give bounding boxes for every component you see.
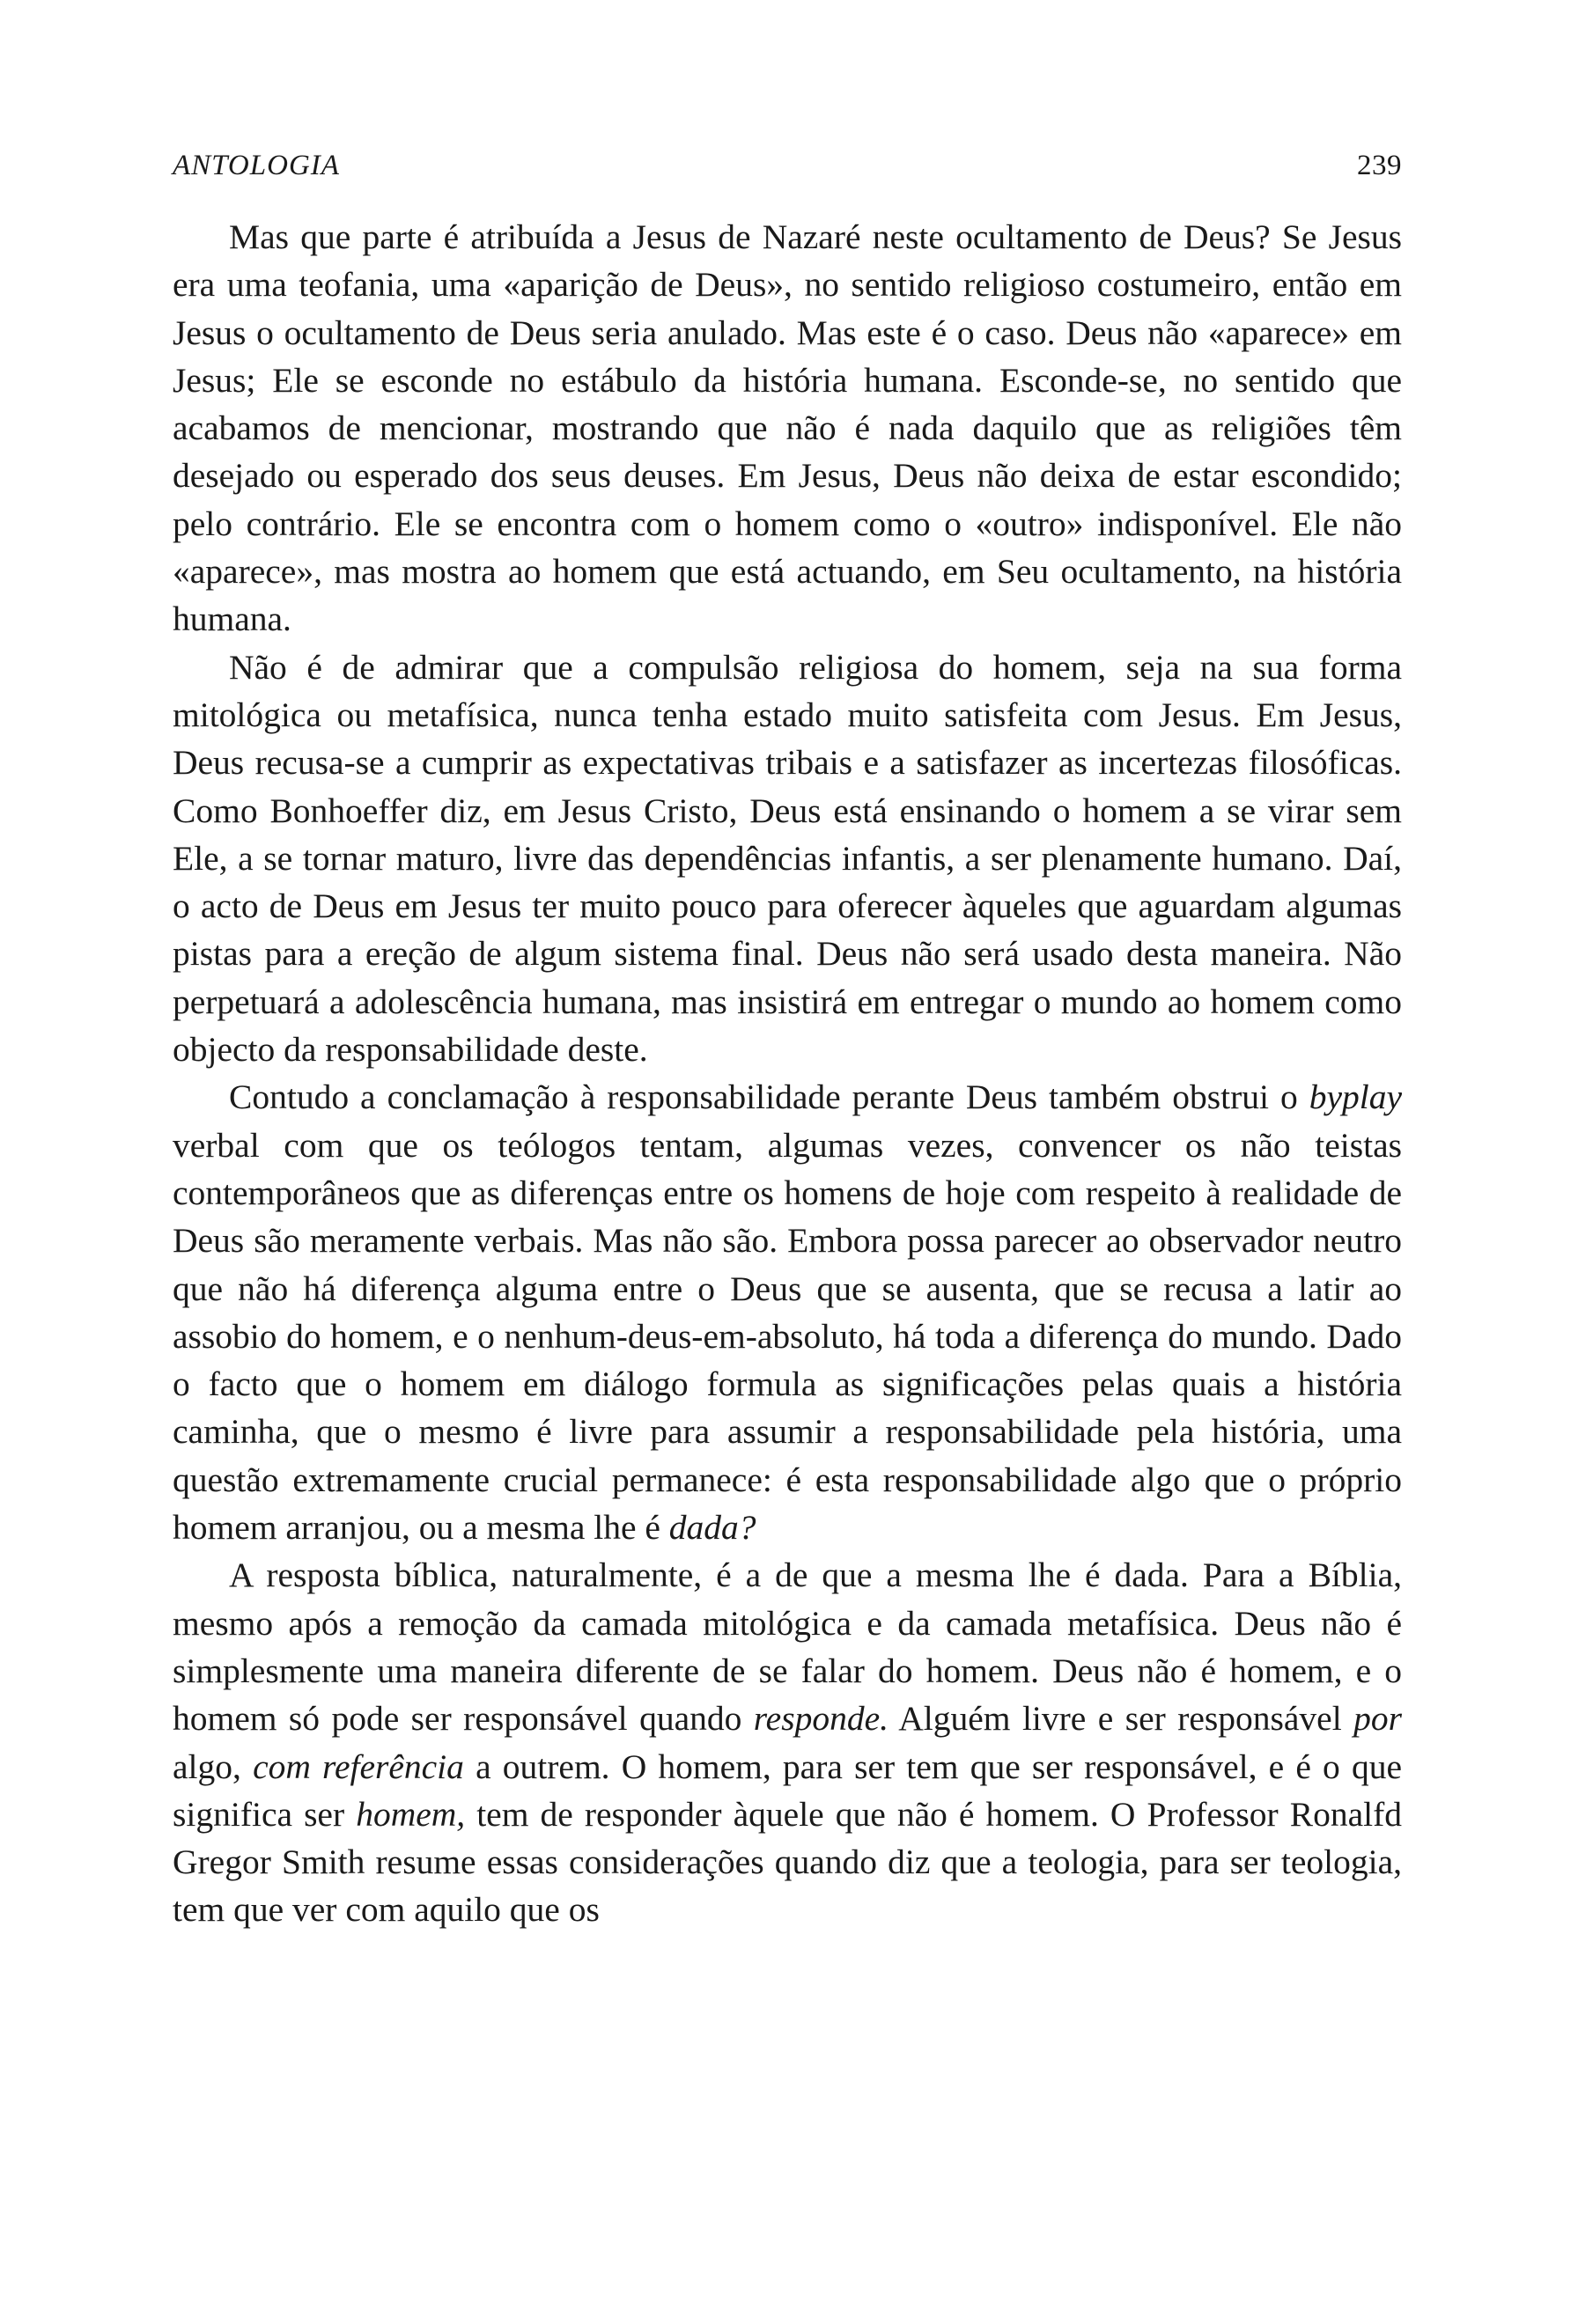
italic-term-por: por <box>1353 1699 1402 1739</box>
paragraph-text: a outrem. O homem, para ser tem que ser responsável, e é o que significa ser <box>173 1747 1402 1834</box>
running-head <box>173 148 1402 183</box>
paragraph-text: tem de responder àquele que não é homem. O Professor Ronalfd Gregor Smith resume essas considerações quando diz que a teologia, para ser teologia, tem que ver com aquilo que os <box>173 1794 1403 1930</box>
italic-term-responde: responde. <box>753 1699 889 1739</box>
paragraph-3 <box>173 1073 1402 1551</box>
paragraph-text: Mas que parte é atribuída a Jesus de Nazaré neste ocultamento de Deus? Se Jesus era uma teofania, uma «aparição de Deus», no sentido religioso costumeiro, então em Jesus o ocultamento de Deus seria anulado. Mas este é o caso. Deus não «aparece» em Jesus; Ele se esconde no estábulo da história humana. Esconde-se, no sentido que acabamos de mencionar, mostrando que não é nada daquilo que as religiões têm desejado ou esperado dos seus deuses. Em Jesus, Deus não deixa de estar escondido; pelo contrário. Ele se encontra com o homem como o «outro» indisponível. Ele não «aparece», mas mostra ao homem que está actuando, em Seu ocultamento, na história humana. <box>173 217 1402 639</box>
italic-term-homem: homem, <box>356 1794 466 1834</box>
paragraph-text: Contudo a conclamação à responsabilidade perante Deus também obstrui o <box>229 1077 1309 1117</box>
page-number: 239 <box>1357 150 1402 181</box>
italic-term-byplay: byplay <box>1309 1077 1402 1117</box>
italic-term-dada: dada? <box>668 1508 756 1548</box>
paragraph-text: verbal com que os teólogos tentam, algumas vezes, convencer os não teistas contemporâneos que as diferenças entre os homens de hoje com respeito à realidade de Deus são meramente verbais. Mas não são. Embora possa parecer ao observador neutro que não há diferença alguma entre o Deus que se ausenta, que se recusa a latir ao assobio do homem, e o nenhum-deus-em-absoluto, há toda a diferença do mundo. Dado o facto que o homem em diálogo formula as significações pelas quais a história caminha, que o mesmo é livre para assumir a responsabilidade pela história, uma questão extremamente crucial permanece: é esta responsabilidade algo que o próprio homem arranjou, ou a mesma lhe é <box>173 1125 1402 1548</box>
paragraph-4 <box>173 1551 1402 1933</box>
paragraph-1 <box>173 213 1402 644</box>
italic-term-com-referencia: com referência <box>253 1747 464 1786</box>
paragraph-text: algo, <box>173 1747 254 1786</box>
paragraph-text: Não é de admirar que a compulsão religiosa do homem, seja na sua forma mitológica ou metafísica, nunca tenha estado muito satisfeita com Jesus. Em Jesus, Deus recusa-se a cumprir as expectativas tribais e a satisfazer as incertezas filosóficas. Como Bonhoeffer diz, em Jesus Cristo, Deus está ensinando o homem a se virar sem Ele, a se tornar maturo, livre das dependências infantis, a ser plenamente humano. Daí, o acto de Deus em Jesus ter muito pouco para oferecer àqueles que aguardam algumas pistas para a ereção de algum sistema final. Deus não será usado desta maneira. Não perpetuará a adolescência humana, mas insistirá em entregar o mundo ao homem como objecto da responsabilidade deste. <box>173 647 1402 1070</box>
paragraph-2 <box>173 644 1402 1074</box>
body-text <box>173 213 1402 1934</box>
running-title: ANTOLOGIA <box>173 150 340 181</box>
paragraph-text: Alguém livre e ser responsável <box>889 1699 1354 1739</box>
paragraph-text: A resposta bíblica, naturalmente, é a de que a mesma lhe é dada. Para a Bíblia, mesmo após a remoção da camada mitológica e da camada metafísica. Deus não é simplesmente uma maneira diferente de se falar do homem. Deus não é homem, e o homem só pode ser responsável quando <box>173 1555 1402 1739</box>
